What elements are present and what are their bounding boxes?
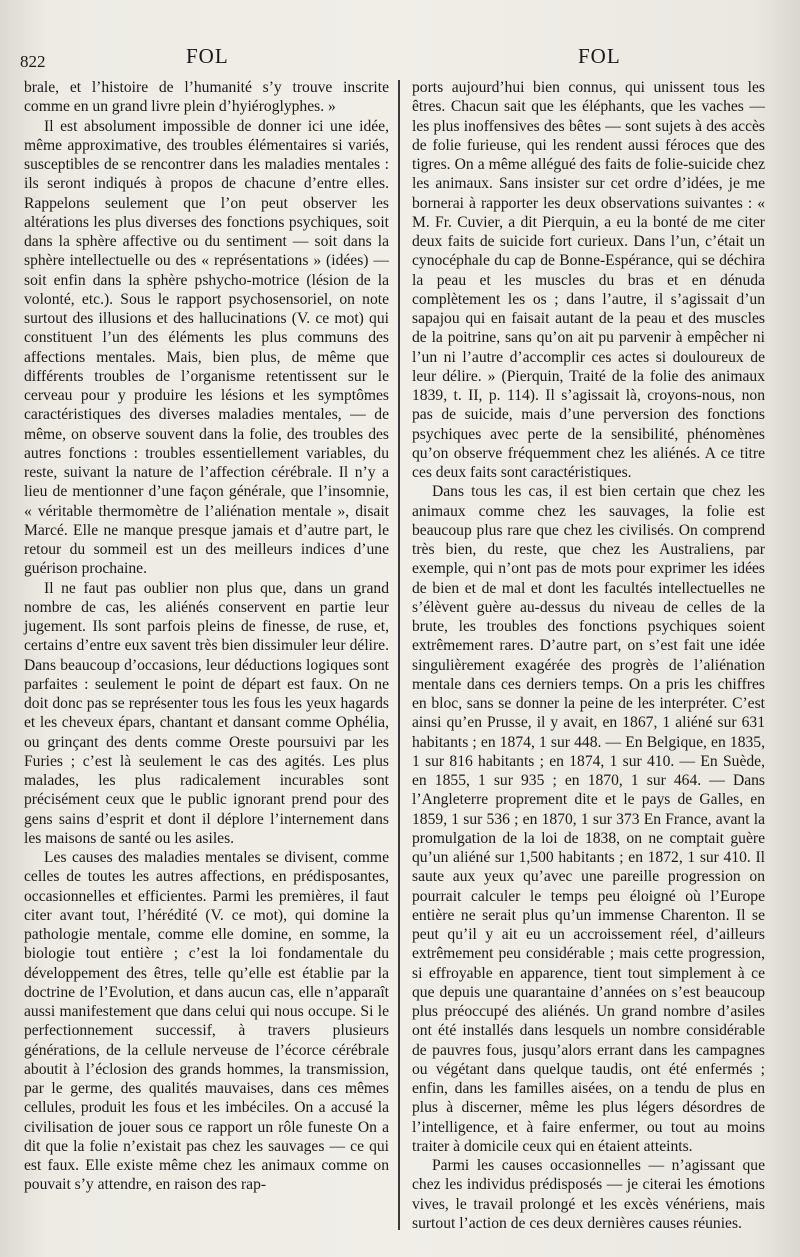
paragraph: Il est absolument impossible de donner ici une idée, même approximative, des troubles élémentaires si variés, susceptibles de se rencontrer dans les maladies mentales : ils seront indiqués à propos de chacune d’entre elles. Rappelons seulement que l’on peut observer les altérations les plus diverses des fonctions psychiques, soit dans la sphère affective ou du sentiment — soit dans la sphère intellectuelle ou des « représentations » (idées) — soit enfin dans la sphère pshycho-motrice (lésion de la volonté, etc.). Sous le rapport psychosensoriel, on note surtout des illusions et des hallucinations (V. ce mot) qui constituent l’un des éléments les plus communs des affections mentales. Mais, bien plus, de même que différents troubles de l’organisme retentissent sur le cerveau pour y produire les lésions et les symptômes caractéristiques des diverses maladies mentales, — de même, on observe souvent dans la folie, des troubles des autres fonctions : troubles essentiellement variables, du reste, suivant la nature de l’affection cérébrale. Il n’y a lieu de mentionner d’une façon générale, que l’insomnie, « véritable thermomètre de l’aliénation mentale », disait Marcé. Elle ne manque presque jamais et d’autre part, le retour du sommeil est un des meilleurs indices d’une guérison prochaine. [24, 117, 389, 578]
paragraph: Dans tous les cas, il est bien certain que chez les animaux comme chez les sauvages, la folie est beaucoup plus rare que chez les civilisés. On comprend très bien, du reste, que chez les Australiens, par exemple, qui n’ont pas de mots pour exprimer les idées de bien et de mal et dont les facultés intellectuelles ne s’élèvent guère au-dessus du niveau de celles de la brute, les troubles des fonctions psychiques soient extrêmement rares. D’autre part, on s’est fait une idée singulièrement exagérée des progrès de l’aliénation mentale dans ces derniers temps. On a pris les chiffres en bloc, sans se donner la peine de les interpréter. C’est ainsi qu’en Prusse, il y avait, en 1867, 1 aliéné sur 631 habitants ; en 1874, 1 sur 448. — En Belgique, en 1835, 1 sur 816 habitants ; en 1874, 1 sur 410. — En Suède, en 1855, 1 sur 935 ; en 1870, 1 sur 464. — Dans l’Angleterre proprement dite et le pays de Galles, en 1859, 1 sur 536 ; en 1870, 1 sur 373 En France, avant la promulgation de la loi de 1838, on ne comptait guère qu’un aliéné sur 1,500 habitants ; en 1872, 1 sur 410. Il saute aux yeux qu’avec une pareille progression on pourrait calculer le temps peu éloigné où l’Europe entière ne serait plus qu’un immense Charenton. Il se peut qu’il y ait eu un accroissement réel, d’ailleurs extrêmement peu considérable ; mais cette progression, si effroyable en apparence, tient tout simplement à ce que depuis une quarantaine d’années on s’est beaucoup plus préoccupé des aliénés. Un grand nombre d’asiles ont été installés dans lesquels un nombre considérable de pauvres fous, jusqu’alors errant dans les campagnes ou végétant dans quelque taudis, ont été enfermés ; enfin, dans les familles aisées, on a tendu de plus en plus à discerner, même les plus légers désordres de l’intelligence, et à faire enfermer, ou tout au moins traiter à domicile ceux qui en étaient atteints. [412, 483, 765, 1155]
running-header [0, 44, 800, 74]
right-running-title: FOL [578, 44, 621, 68]
column-divider [398, 80, 400, 1230]
paragraph: brale, et l’histoire de l’humanité s’y trouve inscrite comme en un grand livre plein d’hyiéroglyphes. » [24, 79, 389, 116]
left-column [24, 78, 389, 1195]
paragraph: Il ne faut pas oublier non plus que, dans un grand nombre de cas, les aliénés conservent en partie leur jugement. Ils sont parfois pleins de finesse, de ruse, et, certains d’entre eux savent très bien dissimuler leur délire. Dans beaucoup d’occasions, leur déductions logiques sont parfaites : seulement le point de départ est faux. On ne doit donc pas se représenter tous les fous les yeux hagards et les cheveux épars, chantant et dansant comme Ophélia, ou grinçant des dents comme Oreste poursuivi par les Furies ; c’est là seulement le cas des agités. Les plus malades, les plus radicalement incurables sont précisément ceux que le public ignorant prend pour des gens sains d’esprit et dont il déplore l’internement dans les maisons de santé ou les asiles. [24, 579, 389, 847]
page-number: 822 [20, 52, 46, 71]
paragraph: Parmi les causes occasionnelles — n’agissant que chez les individus prédisposés — je citerai les émotions vives, le travail prolongé et les excès vénériens, mais surtout l’action de ces deux dernières causes réunies. [412, 1157, 765, 1232]
right-column [412, 78, 765, 1233]
left-running-title: FOL [186, 44, 229, 68]
paragraph: ports aujourd’hui bien connus, qui unissent tous les êtres. Chacun sait que les éléphants, que les vaches — les plus inoffensives des bêtes — sont sujets à des accès de folie furieuse, qui les rendent aussi féroces que des tigres. On a même allégué des faits de folie-suicide chez les animaux. Sans insister sur cet ordre d’idées, je me bornerai à rapporter les deux observations suivantes : « M. Fr. Cuvier, a dit Pierquin, a eu la bonté de me citer deux faits de suicide fort curieux. Dans l’un, c’était un cynocéphale du cap de Bonne-Espérance, qui se déchira la peau et les muscles du bras et en dénuda complètement les os ; dans l’autre, il s’agissait d’un sapajou qui en faisait autant de la peau et des muscles de la poitrine, sans qu’on ait pu parvenir à empêcher ni l’un ni l’autre d’accomplir ces actes si douloureux de leur délire. » (Pierquin, Traité de la folie des animaux 1839, t. II, p. 114). Il s’agissait là, croyons-nous, non pas de suicide, mais d’une perversion des fonctions psychiques avec perte de la sensibilité, phénomènes qu’on observe fréquemment chez les aliénés. A ce titre ces deux faits sont caractéristiques. [412, 79, 765, 481]
paragraph: Les causes des maladies mentales se divisent, comme celles de toutes les autres affections, en prédisposantes, occasionnelles et efficientes. Parmi les premières, il faut citer avant tout, l’hérédité (V. ce mot), qui domine la pathologie mentale, comme elle domine, en somme, la biologie tout entière ; c’est la loi fondamentale du développement des êtres, telle qu’elle est établie par la doctrine de l’Evolution, et dans aucun cas, elle n’apparaît aussi manifestement que dans celui qui nous occupe. Si le perfectionnement successif, à travers plusieurs générations, de la cellule nerveuse de l’écorce cérébrale aboutit à l’éclosion des grands hommes, la transmission, par le germe, des qualités mauvaises, dans ces mêmes cellules, produit les fous et les imbéciles. On a accusé la civilisation de jouer sous ce rapport un rôle funeste On a dit que la folie n’existait pas chez les sauvages — ce qui est faux. Elle existe même chez les animaux comme on pouvait s’y attendre, en raison des rap- [24, 849, 389, 1194]
